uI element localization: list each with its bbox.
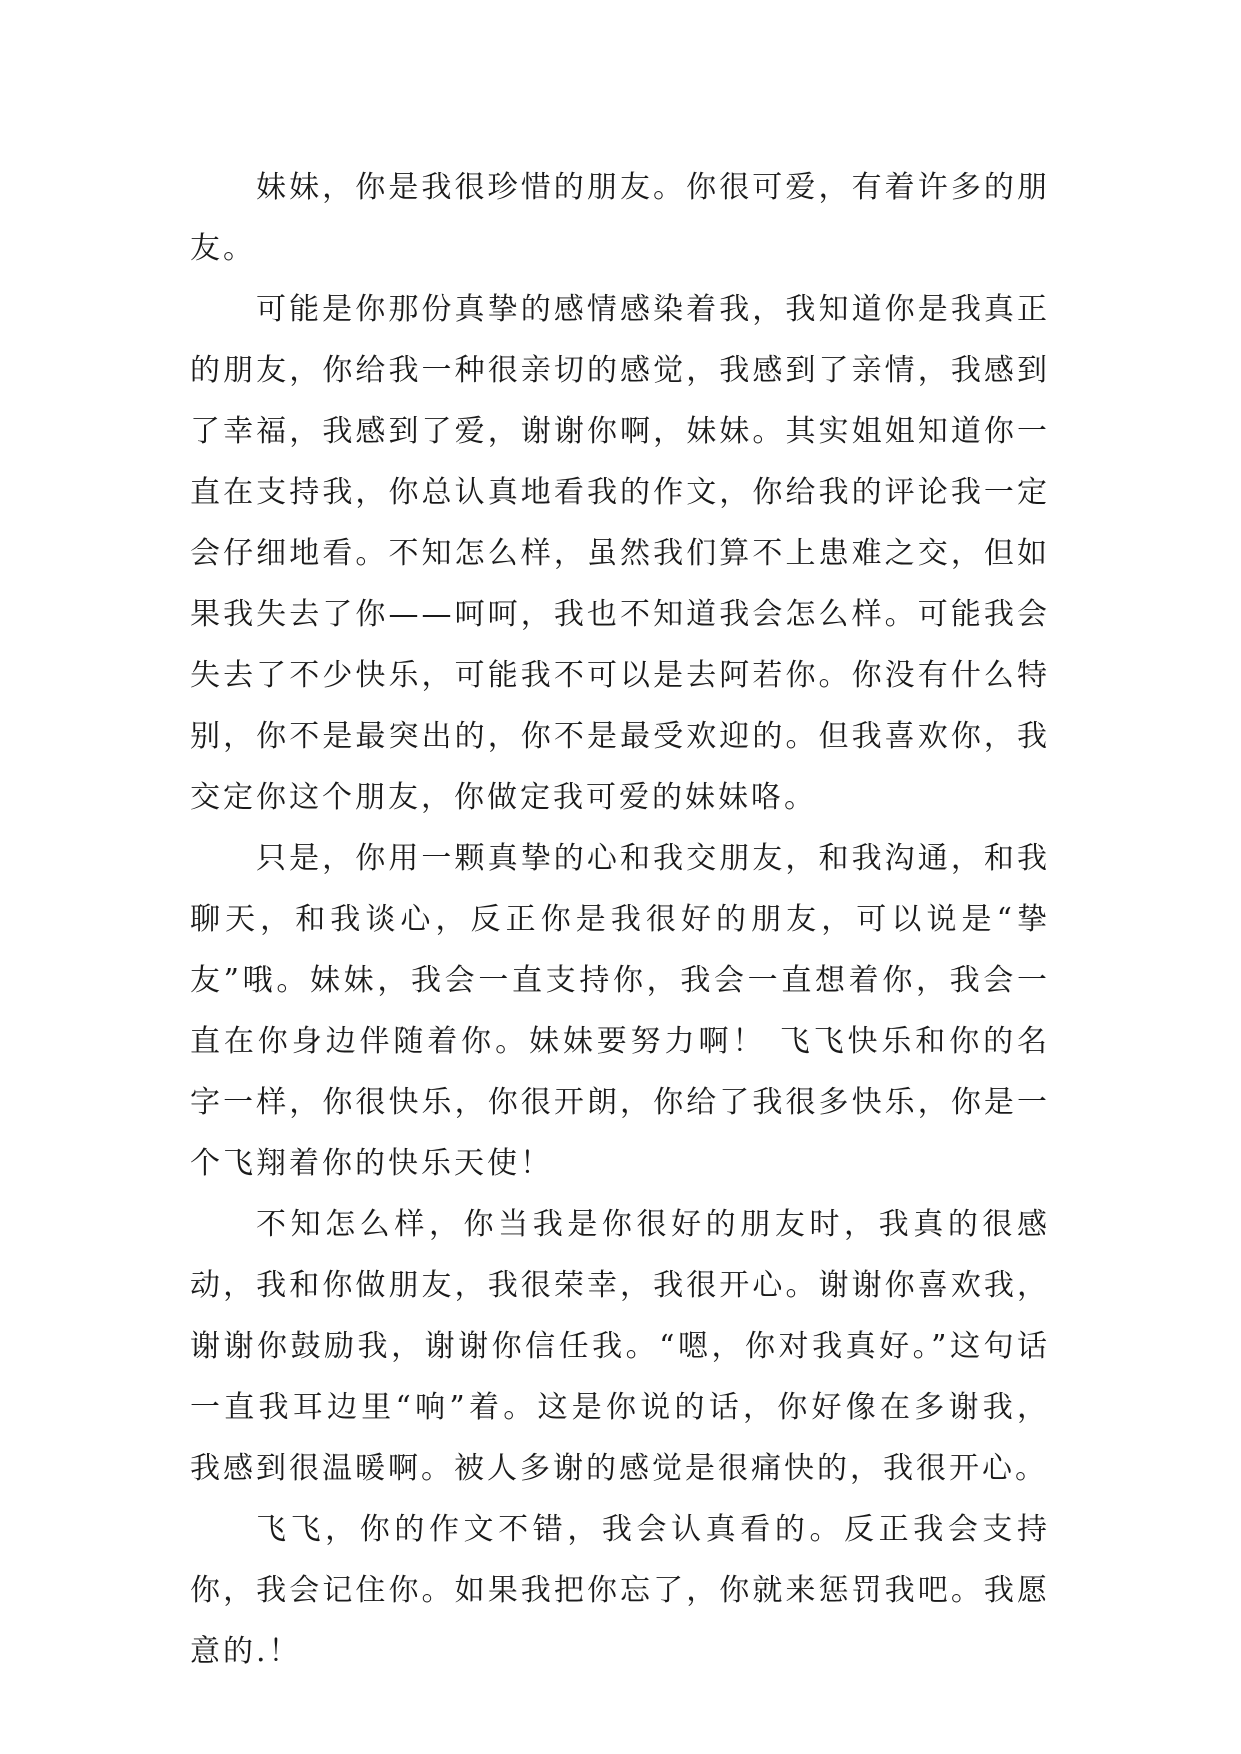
paragraph-3: 只是，你用一颗真挚的心和我交朋友，和我沟通，和我聊天，和我谈心，反正你是我很好的朋友，可以说是“挚友”哦。妹妹，我会一直支持你，我会一直想着你，我会一直在你身边伴随着你。妹妹要努力啊！ 飞飞快乐和你的名字一样，你很快乐，你很开朗，你给了我很多快乐，你是一个飞翔着你的快乐天使！ — [190, 841, 1050, 1181]
document-body — [190, 157, 1050, 1682]
paragraph-5: 飞飞，你的作文不错，我会认真看的。反正我会支持你，我会记住你。如果我把你忘了，你就来惩罚我吧。我愿意的.！ — [190, 1512, 1050, 1669]
paragraph-4: 不知怎么样，你当我是你很好的朋友时，我真的很感动，我和你做朋友，我很荣幸，我很开心。谢谢你喜欢我，谢谢你鼓励我，谢谢你信任我。“嗯，你对我真好。”这句话一直我耳边里“响”着。这是你说的话，你好像在多谢我，我感到很温暖啊。被人多谢的感觉是很痛快的，我很开心。 — [190, 1207, 1050, 1486]
paragraph-2: 可能是你那份真挚的感情感染着我，我知道你是我真正的朋友，你给我一种很亲切的感觉，我感到了亲情，我感到了幸福，我感到了爱，谢谢你啊，妹妹。其实姐姐知道你一直在支持我，你总认真地看我的作文，你给我的评论我一定会仔细地看。不知怎么样，虽然我们算不上患难之交，但如果我失去了你——呵呵，我也不知道我会怎么样。可能我会失去了不少快乐，可能我不可以是去阿若你。你没有什么特别，你不是最突出的，你不是最受欢迎的。但我喜欢你，我交定你这个朋友，你做定我可爱的妹妹咯。 — [190, 292, 1050, 815]
paragraph-1: 妹妹，你是我很珍惜的朋友。你很可爱，有着许多的朋友。 — [190, 170, 1050, 266]
